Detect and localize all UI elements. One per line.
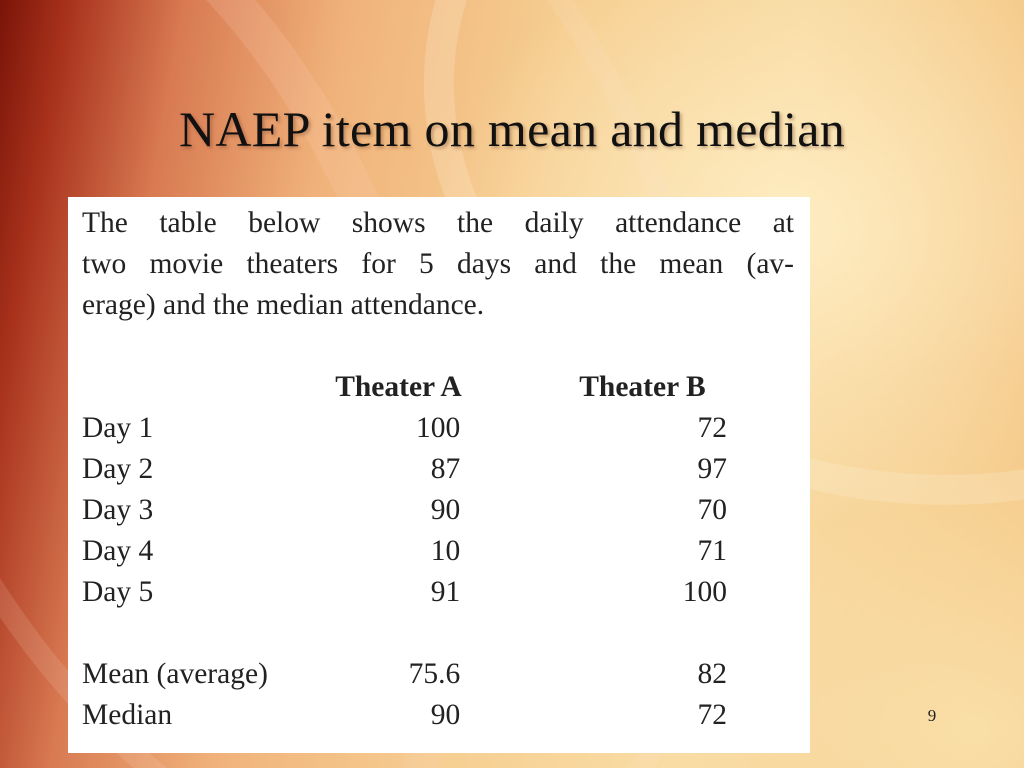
row-label: Day 3 (82, 494, 154, 526)
theater-b-value: 97 (697, 453, 727, 485)
theater-a-value: 75.6 (408, 658, 461, 690)
theater-b-value: 72 (697, 412, 727, 444)
table-spacer (82, 613, 782, 654)
theater-a-value: 90 (430, 699, 461, 731)
row-label: Median (82, 699, 173, 731)
theater-a-value: 87 (430, 453, 461, 485)
theater-a-value: 10 (430, 535, 461, 567)
problem-image (68, 197, 810, 753)
theater-a-value: 100 (415, 412, 461, 444)
problem-intro (82, 203, 794, 326)
row-label: Mean (average) (82, 658, 268, 690)
table-row (82, 408, 782, 449)
header-theater-a: Theater A (335, 371, 462, 403)
theater-b-value: 71 (697, 535, 727, 567)
intro-line: erage) and the median attendance. (82, 289, 485, 321)
theater-a-value: 91 (430, 576, 461, 608)
header-empty (82, 367, 323, 408)
row-label: Day 2 (82, 453, 154, 485)
table-row (82, 654, 782, 695)
row-label: Day 5 (82, 576, 154, 608)
header-theater-b: Theater B (579, 371, 706, 403)
theater-a-value: 90 (430, 494, 461, 526)
row-label: Day 4 (82, 535, 154, 567)
page-number: 9 (927, 706, 937, 725)
row-label: Day 1 (82, 412, 154, 444)
table-row (82, 695, 782, 736)
theater-b-value: 100 (682, 576, 727, 608)
table-header-row (82, 367, 782, 408)
table-row (82, 531, 782, 572)
theater-b-value: 82 (697, 658, 727, 690)
table-row (82, 490, 782, 531)
attendance-table (82, 367, 782, 736)
intro-line: two movie theaters for 5 days and the mean (av- (82, 248, 794, 280)
table-row (82, 449, 782, 490)
slide-title: NAEP item on mean and median (178, 101, 846, 157)
table-row (82, 572, 782, 613)
theater-b-value: 70 (697, 494, 727, 526)
theater-b-value: 72 (697, 699, 727, 731)
intro-line: The table below shows the daily attendance at (82, 207, 794, 239)
